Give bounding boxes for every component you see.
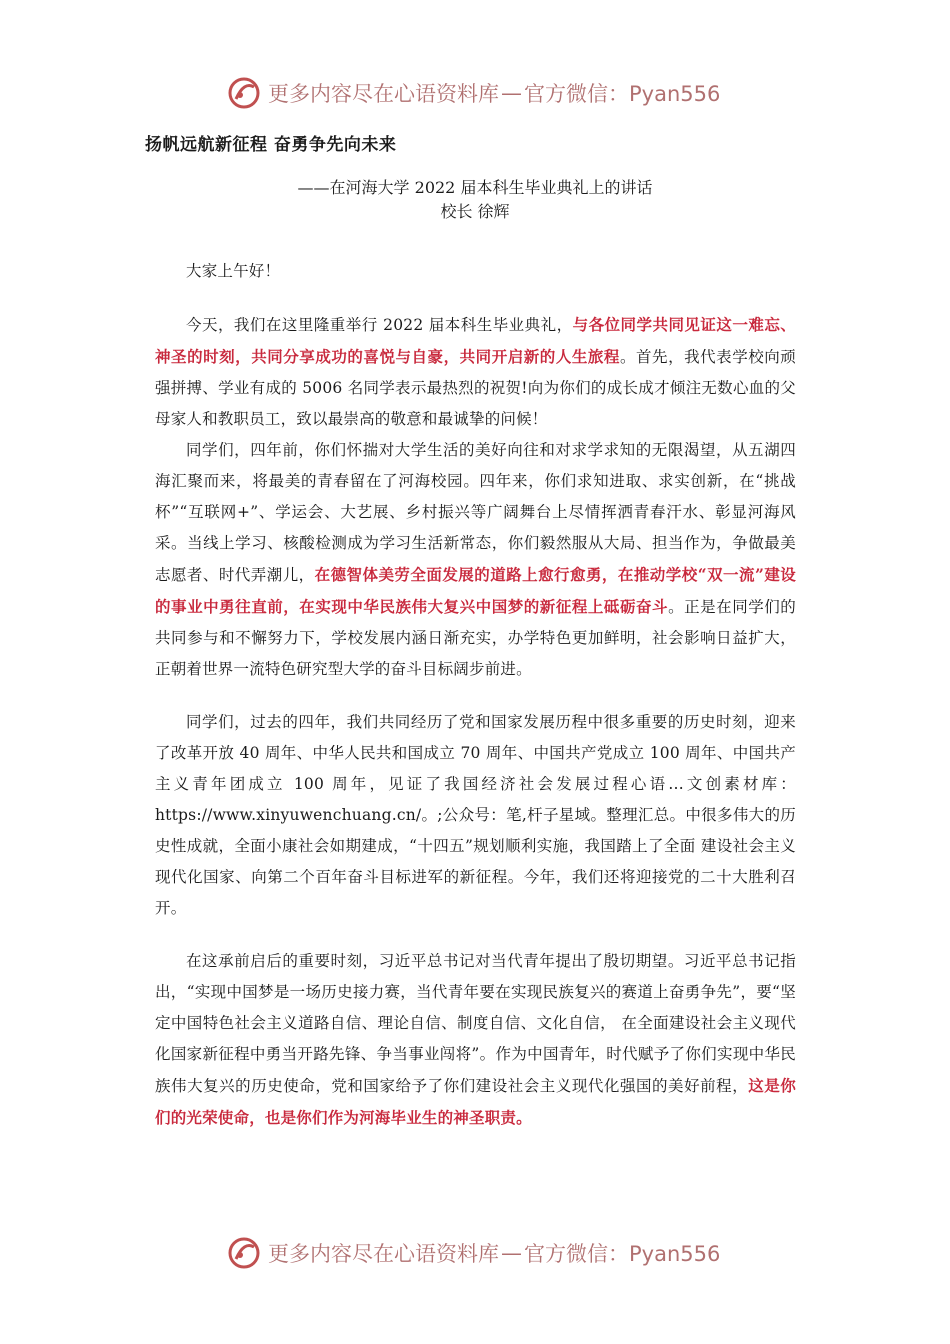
paragraph-3: 同学们，过去的四年，我们共同经历了党和国家发展历程中很多重要的历史时刻，迎来了改革开放 40 周年、中华人民共和国成立 70 周年、中国共产党成立 100 周年、中国共产主义青年团成立 100 周年，见证了我国经济社会发展过程心语…文创素材库：https://www.xinyuwenchuang.cn/。;公众号：笔,杆子星域。整理汇总。中很多伟大的历史性成就，全面小康社会如期建成，“十四五”规划顺利实施，我国踏上了全面 建设社会主义现代化国家、向第二个百年奋斗目标进军的新征程。今年，我们还将迎接党的二十大胜利召开。 — [155, 713, 796, 917]
p1-highlight: 与各位同学共同见证这一难忘、神圣的时刻，共同分享成功的喜悦与自豪，共同开启新的人生旅程 — [155, 315, 797, 366]
logo-icon — [226, 75, 262, 111]
p2-text-c: 。正是在同学们的共同参与和不懈努力下，学校发展内涵日渐充实，办学特色更加鲜明，社会影响日益扩大，正朝着世界一流特色研究型大学的奋斗目标阔步前进。 — [155, 598, 796, 678]
banner-text: 更多内容尽在心语资料库 — [268, 82, 499, 106]
paragraph-4 — [155, 946, 796, 1134]
subtitle: ——在河海大学 2022 届本科生毕业典礼上的讲话 — [297, 178, 653, 197]
header-banner — [226, 73, 720, 113]
p2-highlight: 在德智体美劳全面发展的道路上愈行愈勇，在推动学校“双一流”建设的事业中勇往直前，在实现中华民族伟大复兴中国梦的新征程上砥砺奋斗 — [155, 565, 796, 616]
subtitle-block — [0, 176, 950, 224]
paragraph-1 — [155, 309, 796, 435]
page-title: 扬帆远航新征程 奋勇争先向未来 — [145, 135, 397, 155]
p1-text-c: 。首先，我代表学校向顽强拼搏、学业有成的 5006 名同学表示最热烈的祝贺!向为你们的成长成才倾注无数心血的父母家人和教职员工，致以最崇高的敬意和最诚挚的问候！ — [155, 348, 796, 428]
document-body — [155, 256, 796, 1134]
banner-suffix: 官方微信：Pyan556 — [524, 82, 721, 106]
banner-text: 更多内容尽在心语资料库 — [268, 1242, 499, 1266]
banner-separator: — — [501, 1241, 522, 1265]
paragraph-2 — [155, 435, 796, 685]
banner-suffix: 官方微信：Pyan556 — [524, 1242, 721, 1266]
banner-separator: — — [501, 81, 522, 105]
p1-text-a: 今天，我们在这里隆重举行 2022 届本科生毕业典礼， — [186, 316, 573, 334]
p4-highlight: 这是你们的光荣使命，也是你们作为河海毕业生的神圣职责。 — [155, 1076, 797, 1127]
greeting: 大家上午好！ — [186, 262, 281, 280]
logo-icon — [226, 1235, 262, 1271]
p4-text-a: 在这承前启后的重要时刻，习近平总书记对当代青年提出了殷切期望。习近平总书记指出，“实现中国梦是一场历史接力赛，当代青年要在实现民族复兴的赛道上奋勇争先”，要“坚定中国特色社会主义道路自信、理论自信、制度自信、文化自信， 在全面建设社会主义现代化国家新征程中勇当开路先锋、争当事业闯将”。作为中国青年，时代赋予了你们实现中华民族伟大复兴的历史使命，党和国家给予了你们建设社会主义现代化强国的美好前程， — [155, 952, 796, 1095]
p2-text-a: 同学们，四年前，你们怀揣对大学生活的美好向往和对求学求知的无限渴望，从五湖四海汇聚而来，将最美的青春留在了河海校园。四年来，你们求知进取、求实创新，在“挑战杯”“互联网+”、学运会、大艺展、乡村振兴等广阔舞台上尽情挥洒青春汗水、彰显河海风采。当线上学习、核酸检测成为学习生活新常态，你们毅然服从大局、担当作为，争做最美志愿者、时代弄潮儿， — [155, 441, 796, 584]
author: 校长 徐辉 — [440, 202, 510, 221]
footer-banner — [226, 1233, 720, 1273]
